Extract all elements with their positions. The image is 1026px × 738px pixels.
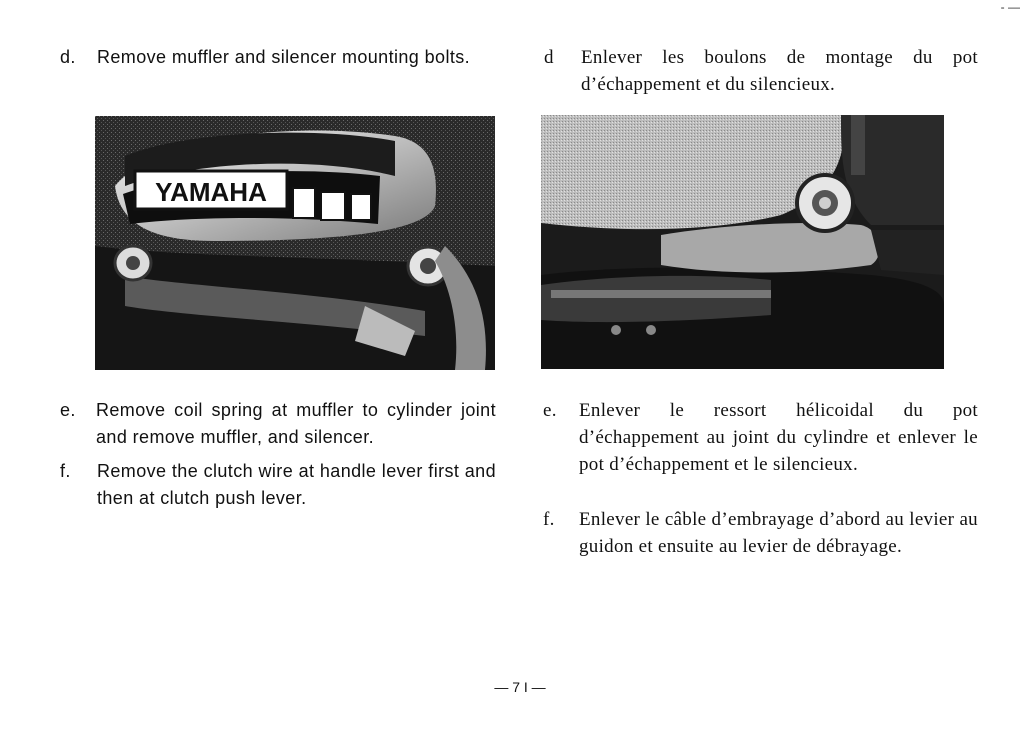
english-step-f [60, 458, 496, 512]
english-step-e [60, 397, 496, 451]
step-label: e. [543, 400, 557, 421]
step-text: Enlever le câble d’embrayage d’abord au levier au guidon et ensuite au levier de débrayage. [579, 509, 978, 557]
english-step-d [60, 44, 496, 71]
step-label: d [544, 47, 554, 68]
step-label: e. [60, 400, 76, 420]
step-label: f. [543, 509, 555, 530]
french-step-f [543, 506, 978, 560]
step-label: f. [60, 461, 71, 481]
french-step-e [543, 397, 978, 478]
corner-mark: - — [1000, 0, 1020, 14]
step-text: Remove muffler and silencer mounting bolts. [97, 47, 471, 67]
step-text: Enlever le ressort hélicoidal du pot d’échappement au joint du cylindre et enlever le pot d’échappement et le silencieux. [579, 400, 978, 475]
step-text: Enlever les boulons de montage du pot d’échappement et du silencieux. [581, 47, 978, 95]
photo-muffler-bolts-image [95, 116, 495, 370]
french-step-d [544, 44, 978, 98]
step-text: Remove coil spring at muffler to cylinder joint and remove muffler, and silencer. [96, 400, 496, 447]
step-text: Remove the clutch wire at handle lever first and then at clutch push lever. [97, 461, 496, 508]
yamaha-label: YAMAHA [155, 177, 267, 207]
photo-muffler-bolts [95, 116, 495, 370]
photo-silencer-bolt [541, 115, 944, 369]
step-label: d. [60, 47, 76, 67]
photo-silencer-bolt-image [541, 115, 944, 369]
page-number: — 7 I — [494, 679, 546, 695]
